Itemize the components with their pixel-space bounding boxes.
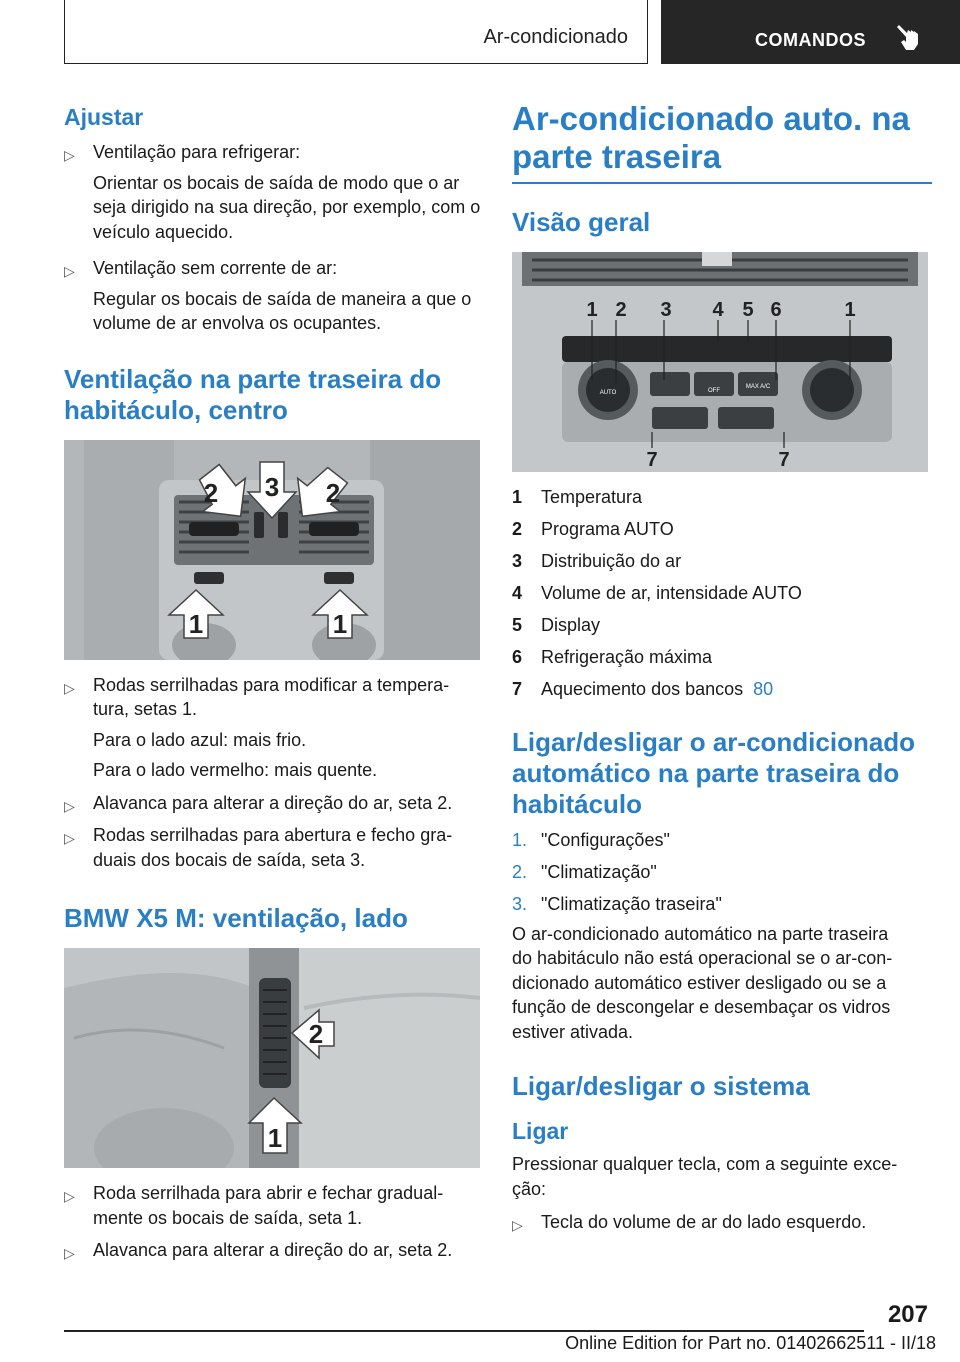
heading-line: habitáculo, centro	[64, 394, 288, 425]
legend-text: Temperatura	[541, 486, 643, 507]
list-item	[64, 256, 484, 336]
bullet-triangle-icon: ▷	[64, 263, 75, 279]
paragraph-line: estiver ativada.	[512, 1021, 634, 1042]
onoff-heading	[512, 727, 932, 820]
bullet-text: duais dos bocais de saída, seta 3.	[93, 849, 366, 870]
legend-text: Refrigeração máxima	[541, 646, 713, 667]
bullet-triangle-icon: ▷	[64, 830, 75, 846]
callout-1-right: 1	[332, 608, 348, 639]
callout-6: 6	[770, 298, 782, 321]
steps-list	[512, 828, 932, 917]
main-heading	[512, 100, 932, 176]
bullet-description: Regular os bocais de saída de maneira a que o volume de ar envolva os ocupantes.	[93, 288, 472, 333]
legend-text: Aquecimento dos bancos	[541, 678, 744, 699]
bullet-text: Alavanca para alterar a direção do ar, seta 2.	[93, 792, 453, 813]
onoff-paragraph	[512, 922, 932, 1045]
legend-number: 1	[512, 486, 523, 507]
paragraph-line: função de descongelar e desembaçar os vidros	[512, 997, 891, 1017]
bullet-text: mente os bocais de saída, seta 1.	[93, 1207, 363, 1228]
footer-divider	[64, 1330, 864, 1332]
bullet-triangle-icon: ▷	[64, 797, 75, 814]
rear-climate-panel-illustration	[512, 252, 928, 472]
callout-7-left: 7	[646, 448, 658, 471]
list-item	[64, 1181, 484, 1230]
bullet-triangle-icon: ▷	[64, 1245, 75, 1261]
legend-text: Distribuição do ar	[541, 550, 682, 571]
callout-4: 4	[712, 298, 724, 321]
step-item	[512, 828, 932, 853]
callout-1-right: 1	[844, 298, 856, 321]
step-number: 2.	[512, 862, 528, 882]
callout-2-left: 2	[203, 477, 219, 508]
rear-center-vent-illustration	[64, 440, 480, 660]
adjust-heading: Ajustar	[64, 104, 144, 130]
bullet-description: Orientar os bocais de saída de modo que o ar seja dirigido na sua direção, por exemplo, com o veículo aquecido.	[93, 172, 481, 242]
page-number: 207	[887, 1301, 928, 1328]
bullet-text: Rodas serrilhadas para abertura e fecho gra‐	[93, 825, 453, 845]
paragraph-line: dicionado automático estiver desligado ou se a	[512, 972, 887, 993]
bullet-text: Alavanca para alterar a direção do ar, seta 2.	[93, 1240, 453, 1260]
bullet-triangle-icon: ▷	[512, 1217, 523, 1233]
step-number: 1.	[512, 830, 528, 850]
legend-item	[512, 549, 932, 574]
callout-3: 3	[264, 471, 280, 502]
list-item	[64, 1238, 484, 1263]
legend-item	[512, 613, 932, 638]
legend-number: 2	[512, 518, 523, 539]
list-item	[64, 823, 484, 872]
callout-5: 5	[742, 298, 754, 321]
header-section-title: Ar-condicionado	[483, 26, 628, 48]
paragraph-line: ção:	[512, 1178, 547, 1199]
paragraph-line: O ar-condicionado automático na parte traseira	[512, 923, 889, 944]
list-item	[64, 140, 484, 244]
bullet-text: Rodas serrilhadas para modificar a tempera‐	[93, 674, 450, 695]
legend-text: Volume de ar, intensidade AUTO	[541, 582, 802, 603]
x5m-vent-heading: BMW X5 M: ventilação, lado	[64, 903, 408, 933]
legend-number: 4	[512, 582, 523, 603]
system-heading: Ligar/desligar o sistema	[512, 1071, 810, 1101]
legend-item	[512, 517, 932, 542]
list-item	[64, 673, 484, 783]
legend-number: 6	[512, 646, 523, 667]
hand-pointer-icon	[896, 22, 922, 52]
page-reference-link[interactable]: 80	[753, 678, 774, 699]
on-paragraph	[512, 1152, 932, 1201]
heading-line: Ligar/desligar o ar-condicionado	[512, 727, 916, 757]
max-ac-button-label: MAX A/C	[745, 383, 771, 390]
step-item	[512, 892, 932, 917]
callout-2: 2	[615, 298, 627, 321]
legend-number: 5	[512, 614, 523, 635]
side-vent-illustration	[64, 948, 480, 1168]
step-text: "Climatização"	[541, 862, 657, 882]
left-column	[64, 100, 484, 1263]
step-item	[512, 860, 932, 885]
bullet-description: Para o lado vermelho: mais quente.	[93, 760, 378, 780]
legend-item	[512, 645, 932, 670]
heading-line: habitáculo	[512, 789, 643, 819]
callout-3: 3	[660, 298, 672, 321]
side-vent-figure	[64, 948, 480, 1168]
heading-line: parte traseira	[512, 138, 722, 175]
callout-1: 1	[267, 1123, 283, 1153]
callout-2-right: 2	[325, 477, 341, 508]
legend-item	[512, 485, 932, 510]
rear-center-vent-figure	[64, 440, 480, 660]
bullet-text: tura, setas 1.	[93, 699, 198, 719]
bullet-description: Para o lado azul: mais frio.	[93, 729, 307, 750]
step-number: 3.	[512, 894, 528, 914]
callout-1-left: 1	[188, 608, 204, 639]
center-vent-heading	[64, 364, 484, 426]
legend-number: 7	[512, 678, 523, 699]
header-chapter-title: COMANDOS	[755, 30, 866, 50]
rear-climate-panel-figure	[512, 252, 928, 472]
legend-number: 3	[512, 550, 523, 571]
bullet-triangle-icon: ▷	[64, 147, 75, 163]
off-button-label: OFF	[708, 387, 720, 394]
legend-text: Programa AUTO	[541, 518, 674, 539]
paragraph-line: Pressionar qualquer tecla, com a seguinte exce‐	[512, 1154, 898, 1174]
bullet-triangle-icon: ▷	[64, 1188, 75, 1204]
heading-rule	[512, 182, 932, 184]
legend-item	[512, 677, 932, 702]
heading-line: Ventilação na parte traseira do	[64, 363, 442, 394]
callout-2: 2	[308, 1019, 324, 1049]
heading-line: Ar-condicionado auto. na	[512, 100, 910, 137]
legend-item	[512, 581, 932, 606]
paragraph-line: do habitáculo não está operacional se o ar-con‐	[512, 948, 893, 968]
bullet-triangle-icon: ▷	[64, 679, 75, 696]
bullet-text: Ventilação para refrigerar:	[93, 142, 301, 162]
list-item	[512, 1210, 932, 1235]
auto-button-label: AUTO	[599, 389, 617, 396]
step-text: "Configurações"	[541, 830, 670, 850]
callout-1-left: 1	[586, 298, 598, 321]
legend-list	[512, 485, 932, 702]
bullet-text: Tecla do volume de ar do lado esquerdo.	[541, 1212, 867, 1232]
overview-heading: Visão geral	[512, 206, 651, 237]
step-text: "Climatização traseira"	[541, 894, 722, 914]
legend-text: Display	[541, 614, 601, 635]
bullet-text: Ventilação sem corrente de ar:	[93, 258, 338, 278]
right-column	[512, 100, 932, 1235]
footer-edition: Online Edition for Part no. 01402662511 - II/18	[565, 1333, 936, 1353]
on-heading: Ligar	[512, 1118, 569, 1144]
list-item	[64, 791, 484, 816]
heading-line: automático na parte traseira do	[512, 758, 900, 788]
callout-7-right: 7	[778, 448, 790, 471]
bullet-text: Roda serrilhada para abrir e fechar gradual‐	[93, 1183, 444, 1203]
